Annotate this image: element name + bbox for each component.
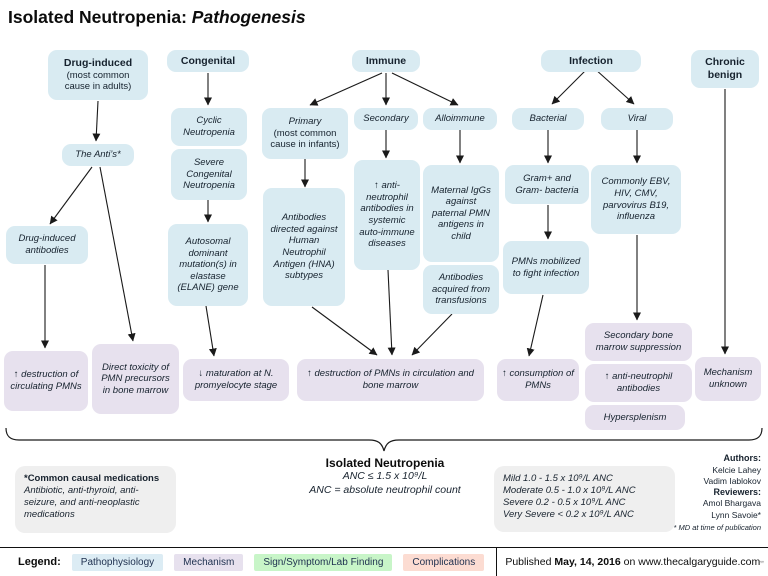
severity-mild: Mild 1.0 - 1.5 x 10⁹/L ANC: [503, 473, 613, 484]
node-viral: [601, 108, 673, 130]
transfusions-label: Antibodies acquired from transfusions: [431, 272, 491, 307]
node-chronic-benign-header: [691, 50, 759, 88]
node-pmn-destruction: [297, 359, 484, 401]
medications-note-body: Antibiotic, anti-thyroid, anti-seizure, and anti-neoplastic medications: [24, 485, 140, 521]
node-anti-neutrophil-antibodies: [585, 364, 692, 402]
direct-toxicity-label: Direct toxicity of PMN precursors in bone marrow: [101, 361, 170, 396]
secondary-label: Secondary: [363, 113, 409, 125]
node-bm-suppression: [585, 323, 692, 361]
summary-brace: [6, 428, 762, 451]
summary-anc-definition: ANC = absolute neutrophil count: [309, 483, 461, 496]
mechanism-unknown-label: Mechanism unknown: [703, 367, 753, 390]
severe-congenital-label: Severe Congenital Neutropenia: [183, 157, 235, 192]
viral-label: Viral: [627, 113, 647, 125]
reviewers-label: Reviewers:: [713, 486, 761, 497]
common-viruses-label: Commonly EBV, HIV, CMV, parvovirus B19, influenza: [601, 176, 671, 223]
page-title-prefix: Isolated Neutropenia:: [8, 7, 187, 27]
authors-label: Authors:: [723, 453, 761, 463]
node-autosomal-mutation: [168, 224, 248, 306]
immune-header-title: Immune: [365, 54, 407, 67]
drug-antibodies-label: Drug-induced antibodies: [18, 233, 76, 256]
node-bacterial: [512, 108, 584, 130]
maternal-iggs-label: Maternal IgGs against paternal PMN antigens in child: [431, 184, 491, 242]
page-title: [8, 7, 306, 28]
autoimmune-label: ↑ anti-neutrophil antibodies in systemic auto-immune diseases: [359, 180, 415, 250]
gram-bacteria-label: Gram+ and Gram- bacteria: [515, 172, 579, 196]
note-severity-grades: [494, 466, 675, 532]
node-destruction-circulating-pmns: [4, 351, 88, 411]
alloimmune-label: Alloimmune: [435, 113, 485, 125]
node-gram-bacteria: [505, 165, 589, 204]
primary-subtitle: (most common cause in infants): [270, 127, 340, 151]
node-hna-antibodies: [263, 188, 345, 306]
hna-label: Antibodies directed against Human Neutrophil Antigen (HNA) subtypes: [270, 212, 338, 282]
summary-anc-threshold: ANC ≤ 1.5 x 10⁹/L: [342, 470, 428, 482]
node-autoimmune-antibodies: [354, 160, 420, 270]
published-date: May, 14, 2016: [554, 556, 621, 568]
infection-header-title: Infection: [569, 54, 613, 67]
node-immune-primary: [262, 108, 348, 159]
node-immune-alloimmune: [423, 108, 497, 130]
node-severe-congenital-neutropenia: [171, 149, 247, 200]
published-line: [505, 556, 760, 568]
published-prefix: Published: [505, 556, 552, 568]
node-drug-induced-antibodies: [6, 226, 88, 264]
primary-label: Primary: [288, 116, 322, 128]
summary-block: [250, 456, 520, 497]
medications-note-title: *Common causal medications: [24, 473, 160, 484]
legend-chip-mechanism: Mechanism: [174, 554, 243, 571]
legend-label: Legend:: [18, 556, 61, 568]
node-cyclic-neutropenia: [171, 108, 247, 146]
reviewer-2: Lynn Savoie*: [711, 509, 761, 520]
chronic-header-title: Chronic benign: [705, 56, 745, 81]
node-hypersplenism: [585, 405, 685, 430]
legend-bar: [0, 547, 768, 576]
author-2: Vadim Iablokov: [703, 475, 761, 486]
maturation-label: ↓ maturation at N. promyelocyte stage: [194, 368, 278, 391]
node-drug-induced-header: [48, 50, 148, 100]
legend-chip-pathophysiology: Pathophysiology: [72, 554, 163, 571]
cyclic-label: Cyclic Neutropenia: [183, 115, 235, 138]
cc-license-icon: [760, 550, 764, 574]
summary-title: Isolated Neutropenia: [325, 456, 445, 470]
pmns-mobilized-label: PMNs mobilized to fight infection: [511, 255, 581, 279]
md-note: * MD at time of publication: [673, 522, 761, 532]
node-infection-header: [541, 50, 641, 72]
drug-header-title: Drug-induced: [63, 57, 133, 70]
note-common-medications: [15, 466, 176, 533]
node-transfusion-antibodies: [423, 265, 499, 314]
node-mechanism-unknown: [695, 357, 761, 401]
anti-neutrophil-label: ↑ anti-neutrophil antibodies: [604, 371, 673, 394]
bm-suppression-label: Secondary bone marrow suppression: [595, 330, 682, 353]
the-antis-label: The Anti’s*: [75, 149, 121, 161]
node-maturation-promyelocyte: [183, 359, 289, 401]
node-pmns-mobilized: [503, 241, 589, 294]
node-the-antis: [62, 144, 134, 166]
bacterial-label: Bacterial: [529, 113, 567, 125]
node-common-viruses: [591, 165, 681, 234]
node-immune-header: [352, 50, 420, 72]
destruction-circulating-label: ↑ destruction of circulating PMNs: [10, 369, 82, 392]
consumption-label: ↑ consumption of PMNs: [502, 368, 574, 391]
severity-severe: Severe 0.2 - 0.5 x 10⁹/L ANC: [503, 497, 626, 509]
legend-chip-sign-symptom: Sign/Symptom/Lab Finding: [254, 554, 392, 571]
node-consumption-pmns: [497, 359, 579, 401]
autosomal-label: Autosomal dominant mutation(s) in elastase (ELANE) gene: [177, 236, 239, 294]
published-url: on www.thecalgaryguide.com: [623, 556, 761, 568]
node-congenital-header: [167, 50, 249, 72]
node-immune-secondary: [354, 108, 418, 130]
page-title-emphasis: Pathogenesis: [191, 7, 306, 27]
congenital-header-title: Congenital: [180, 54, 236, 67]
pmn-destruction-label: ↑ destruction of PMNs in circulation and bone marrow: [307, 368, 474, 391]
reviewer-1: Amol Bhargava: [702, 498, 761, 509]
credits-block: [673, 453, 761, 532]
node-direct-toxicity: [92, 344, 179, 414]
hypersplenism-label: Hypersplenism: [603, 411, 667, 423]
drug-header-subtitle: (most common cause in adults): [64, 70, 132, 93]
legend-chip-complications: Complications: [403, 554, 484, 571]
author-1: Kelcie Lahey: [712, 464, 761, 475]
severity-moderate: Moderate 0.5 - 1.0 x 10⁹/L ANC: [503, 485, 636, 497]
severity-very-severe: Very Severe < 0.2 x 10⁹/L ANC: [503, 509, 634, 521]
node-maternal-iggs: [423, 165, 499, 262]
